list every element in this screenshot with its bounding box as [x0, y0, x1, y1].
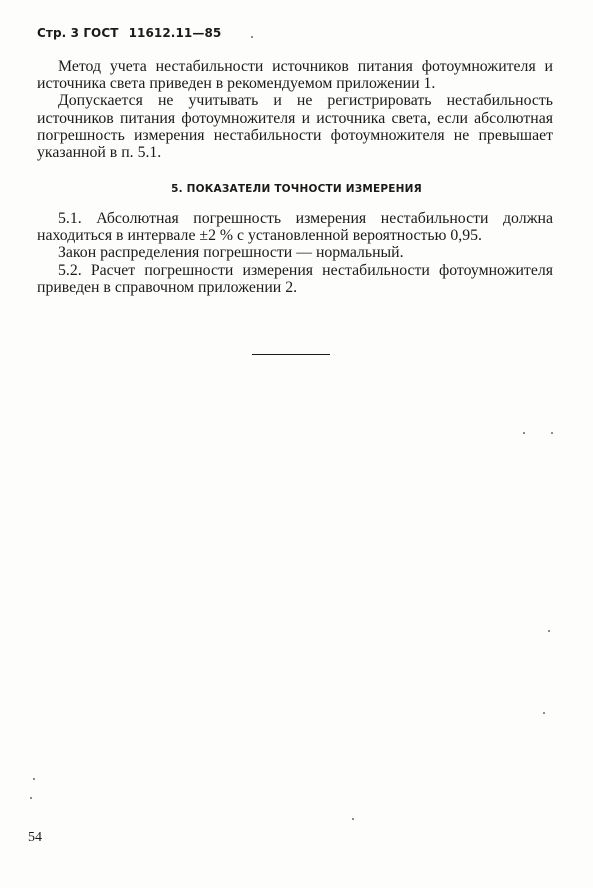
scan-speck	[523, 432, 525, 434]
scan-speck	[251, 36, 253, 38]
running-header	[37, 26, 221, 40]
scan-speck	[352, 818, 354, 820]
scan-speck	[548, 630, 550, 632]
section-5-text-block	[37, 210, 553, 296]
section-heading: 5. ПОКАЗАТЕЛИ ТОЧНОСТИ ИЗМЕРЕНИЯ	[171, 183, 422, 195]
intro-text-block	[37, 58, 553, 161]
paragraph-5-2: 5.2. Расчет погрешности измерения нестабильности фотоумножителя приведен в справочном приложении 2.	[37, 261, 553, 296]
paragraph-5-1: 5.1. Абсолютная погрешность измерения нестабильности должна находиться в интервале ±2 % с установленной вероятностью 0,95.	[37, 210, 553, 245]
scan-speck	[30, 797, 32, 799]
header-page-label: Стр. 3 ГОСТ	[37, 26, 119, 40]
paragraph-method-accounting: Метод учета нестабильности источников питания фотоумножителя и источника света приведен в рекомендуемом приложении 1.	[37, 58, 553, 93]
scan-speck	[543, 712, 545, 714]
scan-speck	[551, 432, 553, 434]
header-standard-number: 11612.11—85	[128, 26, 222, 40]
paragraph-error-distribution: Закон распределения погрешности — нормальный.	[58, 244, 404, 262]
scan-speck	[33, 778, 35, 780]
end-rule-divider	[252, 354, 330, 355]
paragraph-permission-not-account: Допускается не учитывать и не регистрировать нестабильность источников питания фотоумножителя и источника света, если абсолютная погрешность измерения нестабильности фотоумножителя не превышает указанной в п. 5.1.	[37, 92, 553, 162]
page-number: 54	[28, 830, 42, 845]
